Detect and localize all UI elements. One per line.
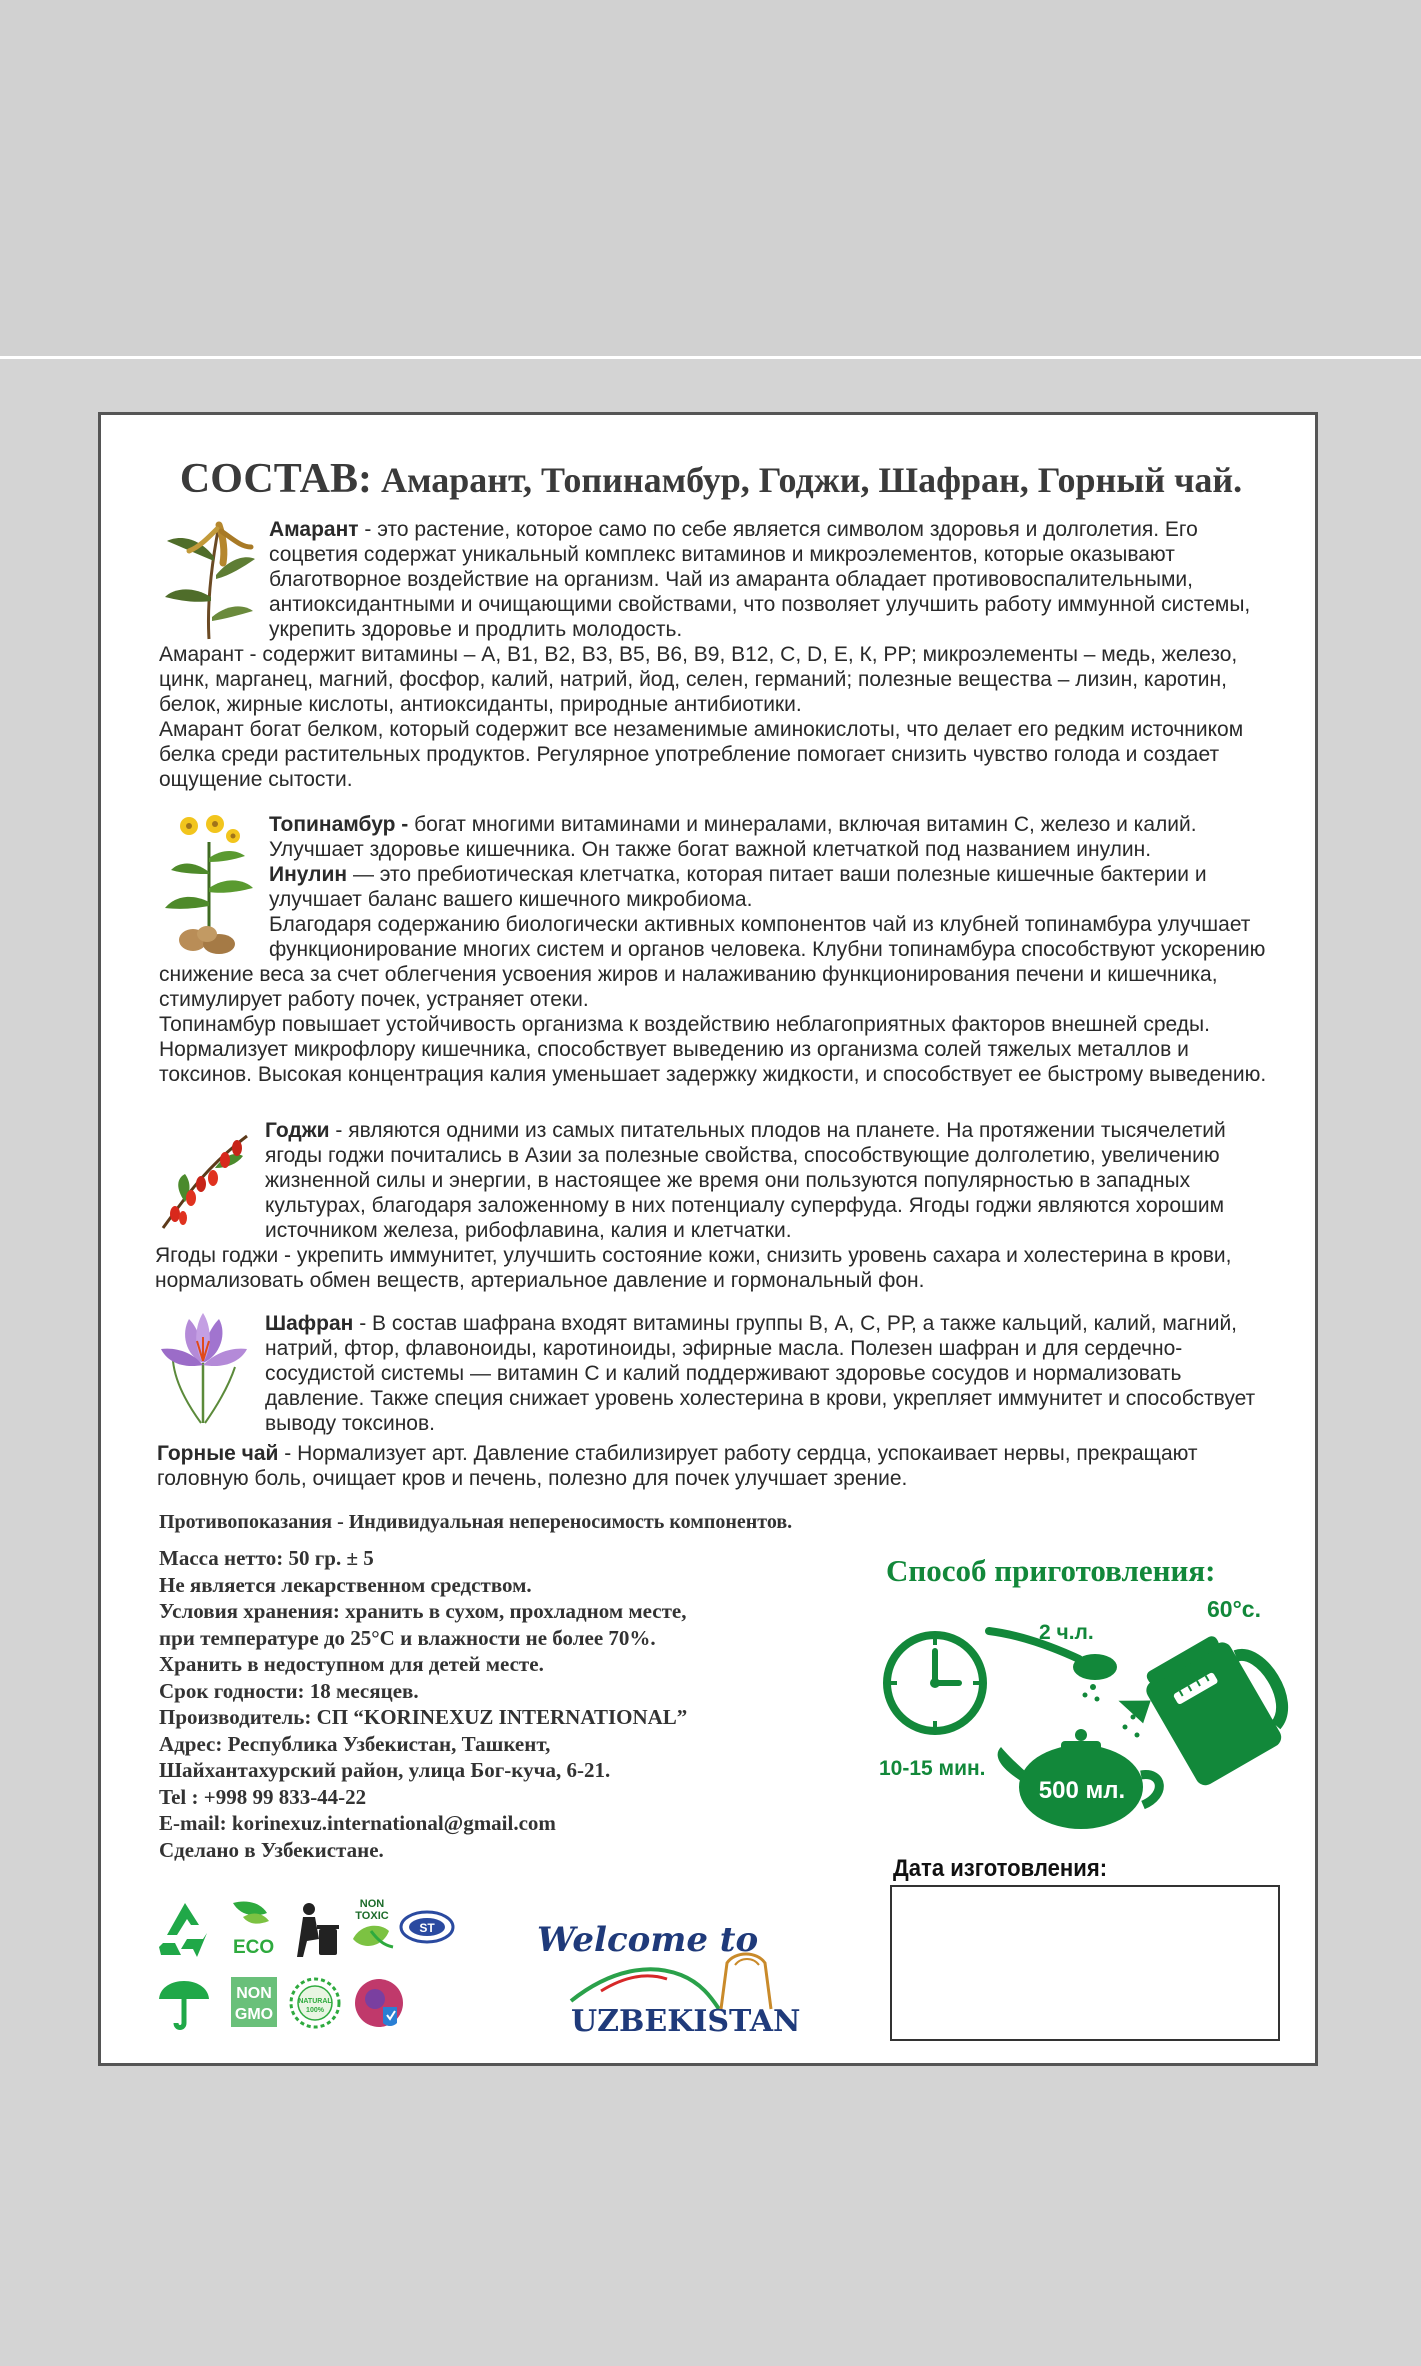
- info-line: Хранить в недоступном для детей месте.: [159, 1652, 544, 1676]
- info-line: Шайхантахурский район, улица Бог-куча, 6-21.: [159, 1758, 611, 1782]
- goji-benefits: Ягоды годжи - укрепить иммунитет, улучшить состояние кожи, снизить уровень сахара и холестерина в крови, нормализовать обмен веществ, артериальное давление и гормональный фон.: [155, 1244, 1232, 1292]
- eco-badge-icon: [233, 1901, 274, 1958]
- welcome-line1: Welcome to: [537, 1920, 759, 1960]
- info-line: Условия хранения: хранить в сухом, прохладном месте,: [159, 1599, 687, 1623]
- non-gmo-top-label: NON: [236, 1985, 272, 2002]
- topinambur-intro: богат многими витаминами и минералами, включая витамин С, железо и калий. Улучшает здоровье кишечника. Он также богат важной клетчаткой под названием инулин.: [269, 813, 1197, 861]
- saffron-section: [155, 1311, 1265, 1436]
- product-info: [159, 1545, 859, 1863]
- composition-title: [171, 455, 1251, 503]
- info-line: Tel : +998 99 833-44-22: [159, 1784, 367, 1809]
- non-toxic-icon: [353, 1898, 393, 1947]
- amaranth-name: Амарант: [269, 518, 359, 541]
- mountain-tea-name: Горные чай: [157, 1442, 279, 1465]
- saffron-name: Шафран: [265, 1312, 354, 1335]
- st-logo-icon: [401, 1912, 453, 1942]
- topinambur-plant-icon: [159, 812, 259, 957]
- preparation-title: Способ приготовления:: [886, 1553, 1216, 1588]
- natural-percent-label: 100%: [306, 2007, 324, 2014]
- germ-protection-icon: [355, 1979, 403, 2027]
- production-date-box: [890, 1885, 1280, 2041]
- non-label: NON: [359, 1898, 385, 1910]
- fold-line: [0, 356, 1421, 359]
- welcome-uzbekistan-logo: [531, 1905, 811, 2040]
- temperature-label: 60°c.: [1207, 1596, 1261, 1622]
- natural-label: NATURAL: [298, 1998, 332, 2005]
- info-line: Не является лекарственном средством.: [159, 1572, 532, 1597]
- topinambur-name: Топинамбур -: [269, 813, 409, 836]
- amaranth-intro: - это растение, которое само по себе является символом здоровья и долголетия. Его соцветия содержат уникальный комплекс витаминов и микроэлементов, которые оказывают благотворное воздействие на организм. Чай из амаранта обладает противовоспалительными, антиоксидантными и очищающими свойствами, что позволяет улучшить работу иммунной системы, укрепить здоровье и продлить молодость.: [269, 518, 1251, 641]
- saffron-intro: - В состав шафрана входят витамины группы В, А, С, РР, а также кальций, калий, магний, натрий, фтор, флавоноиды, каротиноиды, эфирные масла. Полезен шафран и для сердечно-сосудистой системы — витамин С и калий поддерживают здоровье сосудов и нормализовать давление. Также специя снижает уровень холестерина в крови, укрепляет иммунитет и способствует выводу токсинов.: [265, 1312, 1256, 1435]
- topinambur-benefits: Благодаря содержанию биологически активных компонентов чай из клубней топинамбура улучшает функционирование многих систем и органов человека. Клубни топинамбура способствуют ускорению снижение веса за счет облегчения усвоения жиров и налаживанию функционирования печени и кишечника, стимулирует работу почек, устраняет отеки.: [159, 913, 1266, 1011]
- goji-intro: - являются одними из самых питательных плодов на планете. На протяжении тысячелетий ягоды годжи почитались в Азии за полезные свойства, способствующие долголетию, увеличению жизненной силы и энергии, в настоящее же время они пользуются популярностью в западных культурах, благодаря заложенному в них потенциалу суперфуда. Ягоды годжи являются хорошим источником железа, рибофлавина, калия и клетчатки.: [265, 1119, 1226, 1242]
- label-panel: [98, 412, 1318, 2066]
- contraindications-text: - Индивидуальная непереносимость компонентов.: [332, 1511, 793, 1533]
- dose-label: 2 ч.л.: [1039, 1621, 1094, 1644]
- contraindications-label: Противопоказания: [159, 1511, 333, 1533]
- contraindications: [159, 1511, 792, 1534]
- umbrella-icon: [159, 1981, 209, 2028]
- goji-name: Годжи: [265, 1119, 330, 1142]
- amaranth-vitamins: Амарант - содержит витамины – А, В1, В2, В3, В5, В6, В9, В12, С, D, Е, К, РР; микроэлементы – медь, железо, цинк, марганец, магний, фосфор, калий, натрий, йод, селен, германий; полезные вещества – лизин, каротин, белок, жирные кислоты, антиоксиданты, природные антибиотики.: [159, 643, 1238, 716]
- info-line: Сделано в Узбекистане.: [159, 1837, 384, 1862]
- topinambur-section: [159, 812, 1269, 1087]
- inulin-text: — это пребиотическая клетчатка, которая питает ваши полезные кишечные бактерии и улучшает баланс вашего кишечного микробиома.: [269, 863, 1207, 911]
- amaranth-protein: Амарант богат белком, который содержит все незаменимые аминокислоты, что делает его редким источником белка среди растительных продуктов. Регулярное употребление помогает снизить чувство голода и создает ощущение сытости.: [159, 718, 1244, 791]
- mountain-tea-intro: - Нормализует арт. Давление стабилизирует работу сердца, успокаивает нервы, прекращают головную боль, очищает кров и печень, полезно для почек улучшает зрение.: [157, 1442, 1198, 1490]
- package-top-band: [0, 0, 1421, 356]
- time-label: 10-15 мин.: [879, 1757, 986, 1780]
- amaranth-plant-icon: [159, 517, 259, 642]
- non-gmo-icon: [231, 1977, 277, 2027]
- inulin-name: Инулин: [269, 863, 348, 886]
- certification-icons: [157, 1895, 487, 2035]
- preparation-illustration: [871, 1595, 1291, 1835]
- info-line: Масса нетто: 50 гр. ± 5: [159, 1546, 374, 1570]
- toxic-label: TOXIC: [355, 1910, 389, 1922]
- composition-label: СОСТАВ:: [179, 456, 372, 502]
- info-line: E-mail: korinexuz.international@gmail.com: [159, 1811, 556, 1835]
- welcome-line2: UZBEKISTAN: [571, 2004, 801, 2039]
- amaranth-section: [159, 517, 1269, 792]
- volume-label: 500 мл.: [1038, 1777, 1126, 1804]
- mountain-tea-section: [157, 1441, 1267, 1491]
- eco-label: ECO: [233, 1937, 275, 1958]
- saffron-flower-icon: [155, 1311, 255, 1426]
- st-label: ST: [419, 1921, 435, 1935]
- composition-ingredients: Амарант, Топинамбур, Годжи, Шафран, Горный чай.: [380, 460, 1243, 500]
- info-line: Адрес: Республика Узбекистан, Ташкент,: [159, 1731, 551, 1756]
- natural-seal-icon: [291, 1979, 339, 2027]
- production-date-label: Дата изготовления:: [893, 1855, 1108, 1882]
- topinambur-resistance: Топинамбур повышает устойчивость организма к воздействию неблагоприятных факторов внешней среды. Нормализует микрофлору кишечника, способствует выведению из организма солей тяжелых металлов и токсинов. Высокая концентрация калия уменьшает задержку жидкости, и способствует ее быстрому выведению.: [159, 1013, 1267, 1086]
- clock-icon: [887, 1635, 983, 1731]
- non-gmo-bottom-label: GMO: [234, 2006, 274, 2023]
- info-line: Производитель: СП “KORINEXUZ INTERNATIONAL”: [159, 1705, 688, 1729]
- trash-bin-icon: [297, 1903, 339, 1957]
- goji-berries-icon: [155, 1118, 255, 1238]
- info-line: Срок годности: 18 месяцев.: [159, 1678, 419, 1703]
- info-line: при температуре до 25°C и влажности не более 70%.: [159, 1625, 656, 1650]
- recycle-icon: [159, 1903, 207, 1957]
- goji-section: [155, 1118, 1265, 1293]
